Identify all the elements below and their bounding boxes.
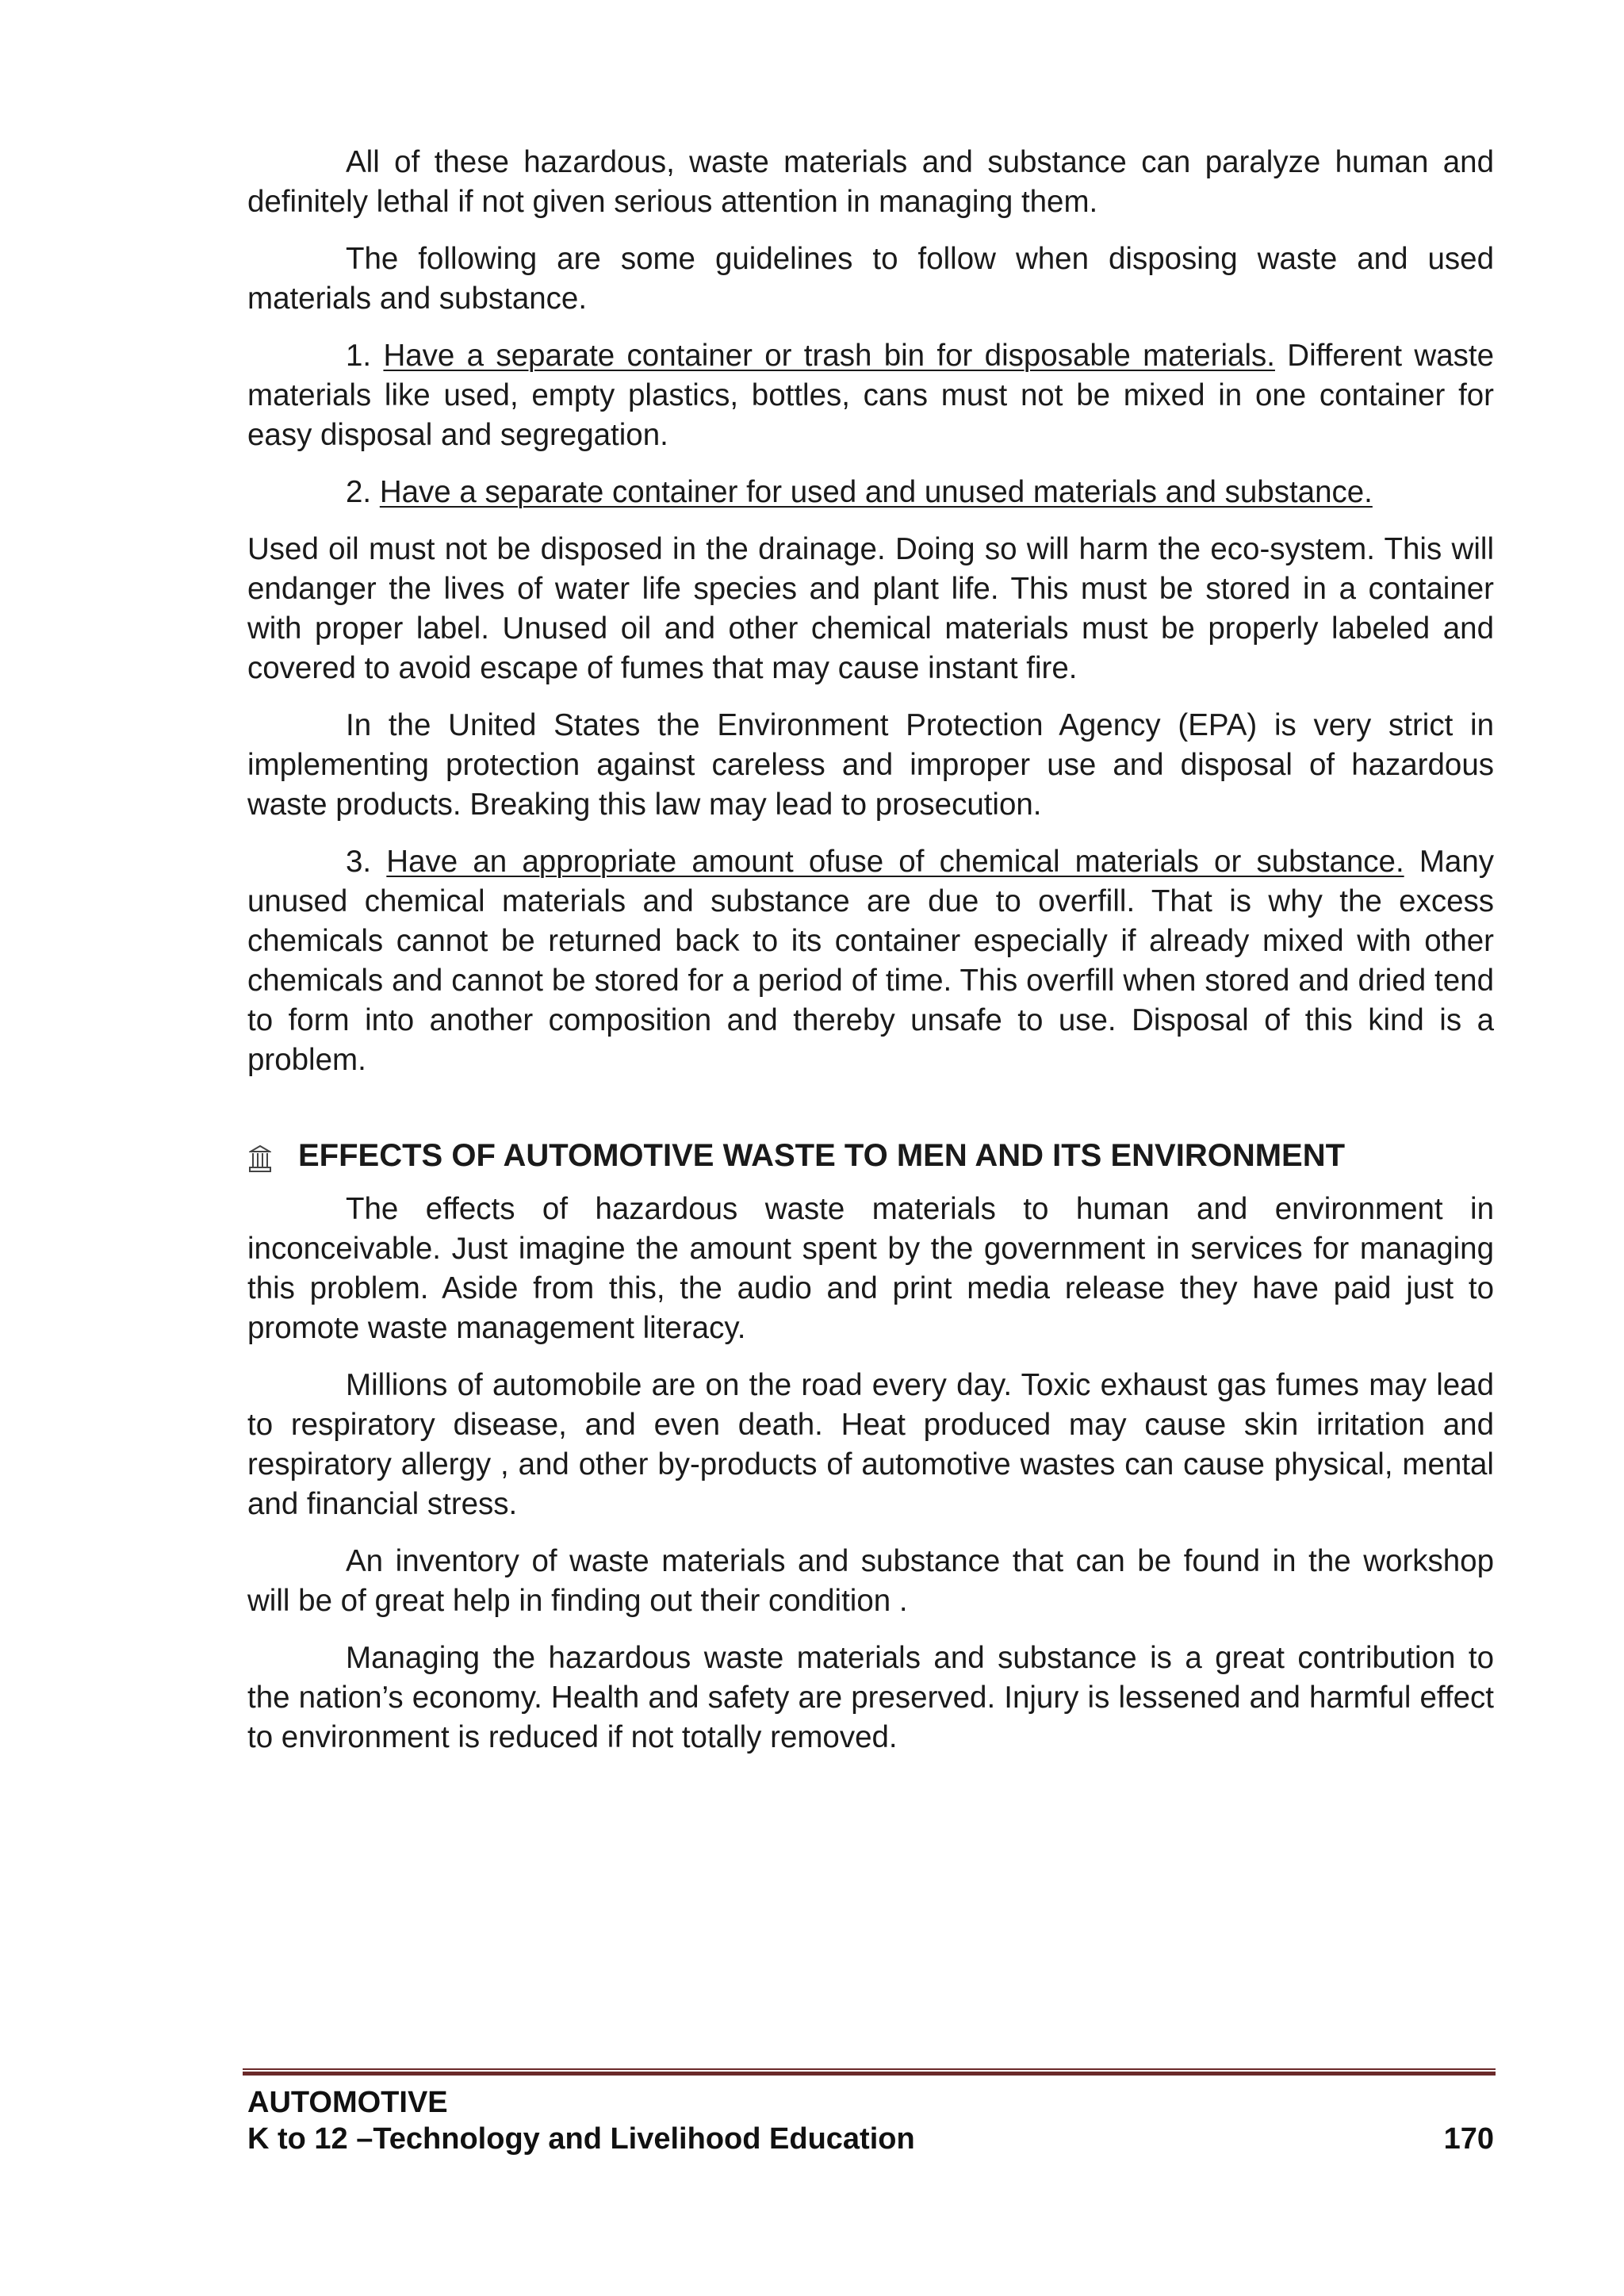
item-2-title: Have a separate container for used and unused materials and substance.	[379, 475, 1373, 509]
item-3-title: Have an appropriate amount ofuse of chemical materials or substance.	[386, 845, 1404, 879]
paragraph-effects: The effects of hazardous waste materials to human and environment in inconceivable. Just imagine the amount spent by the government in services for managing this problem. Aside from this, the audio and print media release they have paid just to promote waste management literacy.	[247, 1192, 1494, 1345]
item-1-text: Different waste materials like used, empty plastics, bottles, cans must not be mixed in one container for easy disposal and segregation.	[247, 339, 1494, 452]
section-heading-text: EFFECTS OF AUTOMOTIVE WASTE TO MEN AND ITS ENVIRONMENT	[298, 1138, 1346, 1173]
item-1-number: 1.	[346, 339, 372, 373]
section-heading	[247, 1136, 1494, 1175]
paragraph-inventory: An inventory of waste materials and substance that can be found in the workshop will be of great help in finding out their condition .	[247, 1544, 1494, 1618]
footer-line-2	[247, 2121, 1494, 2157]
item-3-text: Many unused chemical materials and substance are due to overfill. That is why the excess chemicals cannot be returned back to its container especially if already mixed with other chemicals and cannot be stored for a period of time. This overfill when stored and dried tend to form into another composition and thereby unsafe to use. Disposal of this kind is a problem.	[247, 845, 1495, 1077]
guideline-item-1	[247, 336, 1494, 455]
page-number: 170	[1443, 2122, 1494, 2156]
paragraph-automobiles: Millions of automobile are on the road every day. Toxic exhaust gas fumes may lead to respiratory disease, and even death. Heat produced may cause skin irritation and respiratory allergy , and other by-products of automotive wastes can cause physical, mental and financial stress.	[247, 1368, 1494, 1521]
paragraph-intro: All of these hazardous, waste materials and substance can paralyze human and definitely lethal if not given serious attention in managing them.	[247, 145, 1494, 219]
guideline-item-2	[247, 473, 1494, 512]
footer-course: K to 12 –Technology and Livelihood Education	[247, 2122, 915, 2156]
paragraph-guidelines: The following are some guidelines to follow when disposing waste and used materials and substance.	[247, 242, 1494, 316]
pillar-icon	[249, 1142, 271, 1169]
item-1-title: Have a separate container or trash bin for disposable materials.	[383, 339, 1275, 373]
paragraph-used-oil: Used oil must not be disposed in the drainage. Doing so will harm the eco-system. This will endanger the lives of water life species and plant life. This must be stored in a container with proper label. Unused oil and other chemical materials must be properly labeled and covered to avoid escape of fumes that may cause instant fire.	[247, 532, 1494, 685]
paragraph-managing: Managing the hazardous waste materials and substance is a great contribution to the nation’s economy. Health and safety are preserved. Injury is lessened and harmful effect to environment is reduced if not totally removed.	[247, 1641, 1494, 1754]
page-footer	[247, 2084, 1494, 2157]
footer-rule	[243, 2068, 1496, 2076]
guideline-item-3	[247, 842, 1494, 1080]
page-content	[247, 143, 1494, 1775]
item-3-number: 3.	[346, 845, 372, 879]
footer-subject: AUTOMOTIVE	[247, 2086, 448, 2119]
paragraph-epa: In the United States the Environment Protection Agency (EPA) is very strict in implementing protection against careless and improper use and disposal of hazardous waste products. Breaking this law may lead to prosecution.	[247, 708, 1494, 822]
item-2-number: 2.	[346, 475, 372, 509]
